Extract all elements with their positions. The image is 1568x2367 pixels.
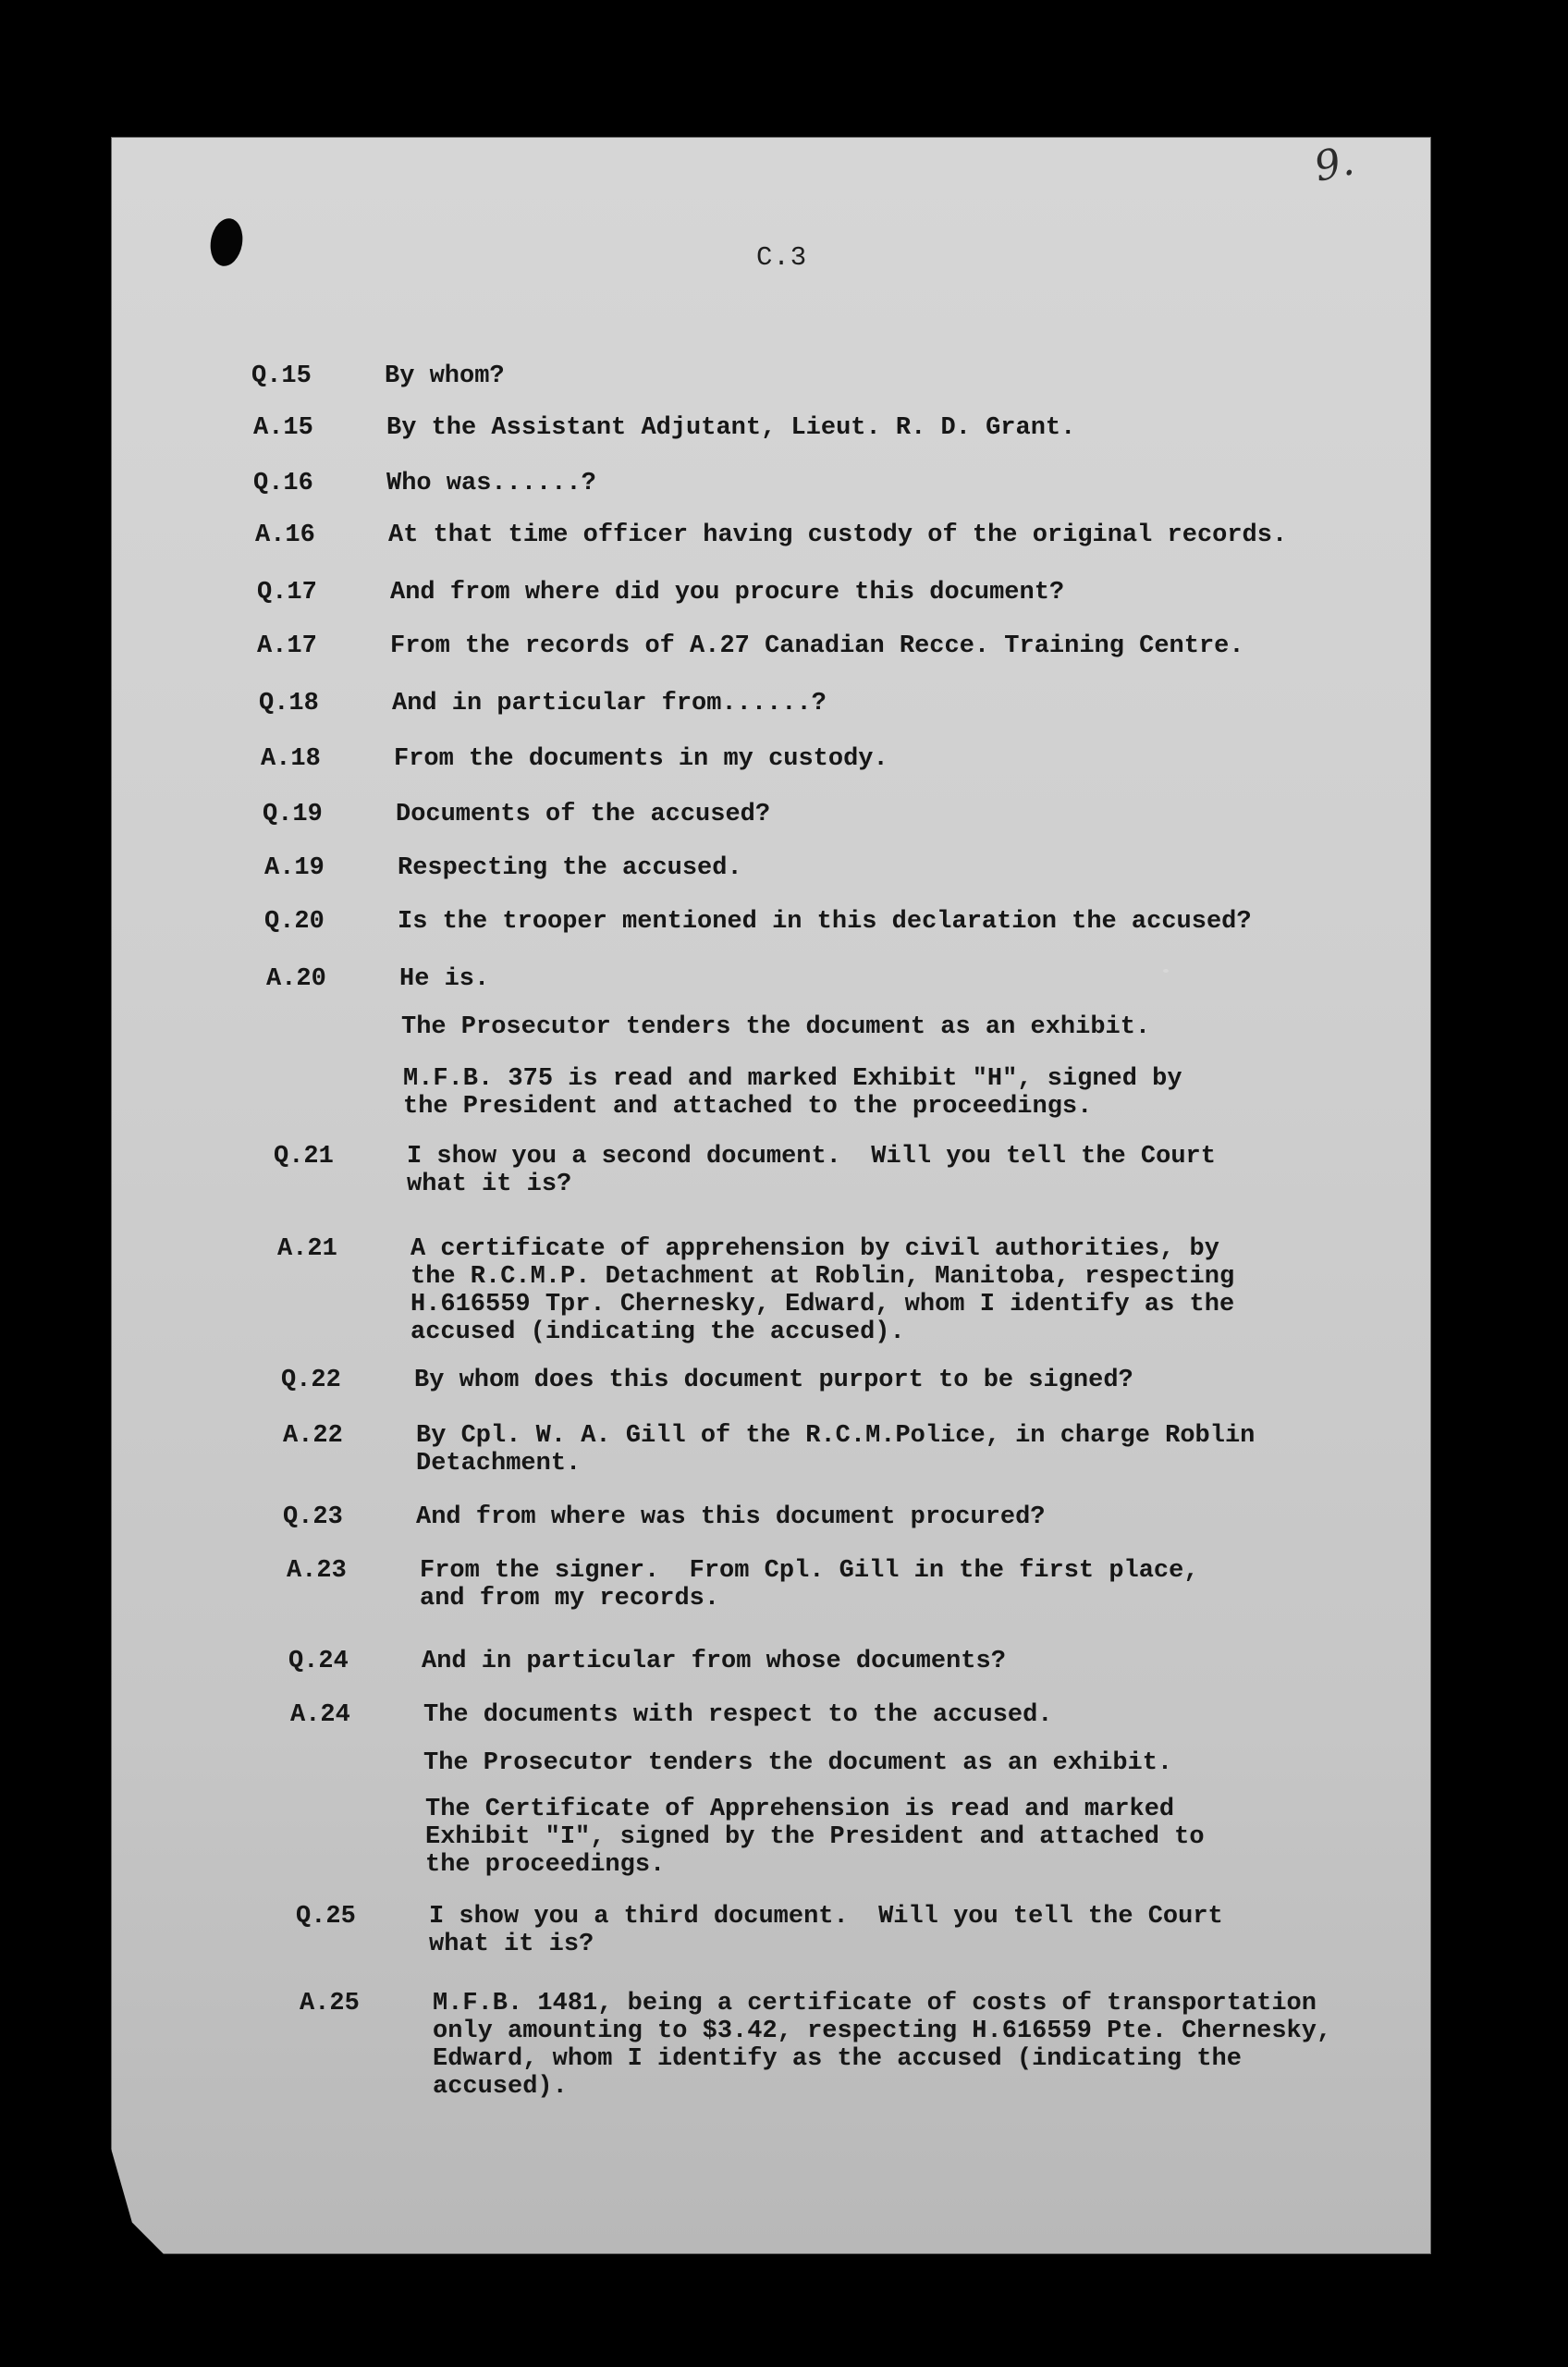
entry-label: A.25 xyxy=(300,1990,360,2017)
entry-text: Who was......? xyxy=(386,470,596,497)
transcript-entry xyxy=(264,854,742,882)
transcript-note xyxy=(290,1749,1172,1777)
entry-label: A.15 xyxy=(253,414,313,442)
entry-label: Q.24 xyxy=(288,1648,349,1675)
entry-label: A.16 xyxy=(255,521,315,549)
entry-label: Q.21 xyxy=(274,1143,334,1171)
transcript-entry xyxy=(283,1422,1255,1478)
page-heading: C.3 xyxy=(756,242,808,273)
transcript-note xyxy=(292,1796,1205,1879)
entry-label: A.20 xyxy=(266,965,326,993)
entry-text: And from where did you procure this document? xyxy=(390,579,1065,607)
entry-label: A.22 xyxy=(283,1422,343,1450)
transcript-entry xyxy=(281,1367,1133,1394)
entry-text: Documents of the accused? xyxy=(396,801,771,828)
entry-text: M.F.B. 1481, being a certificate of costs of transportation only amounting to $3.42, respecting H.616559 Pte. Chernesky, Edward, whom I identify as the accused (indicating the accused). xyxy=(433,1990,1332,2101)
entry-label: A.17 xyxy=(257,632,317,660)
transcript-entry xyxy=(257,632,1244,660)
transcript-entry xyxy=(277,1235,1234,1346)
entry-text: Is the trooper mentioned in this declaration the accused? xyxy=(398,908,1252,936)
entry-label: Q.22 xyxy=(281,1367,341,1394)
entry-label: Q.17 xyxy=(257,579,317,607)
entry-label: A.21 xyxy=(277,1235,337,1263)
entry-text: And from where was this document procured? xyxy=(416,1503,1046,1531)
entry-label: A.18 xyxy=(261,745,321,773)
entry-text: And in particular from......? xyxy=(392,690,827,717)
transcript-entry xyxy=(296,1903,1223,1958)
entry-label: Q.16 xyxy=(253,470,313,497)
entry-text: From the signer. From Cpl. Gill in the first place, and from my records. xyxy=(420,1557,1199,1613)
entry-text: The documents with respect to the accused. xyxy=(423,1701,1053,1729)
transcript-entry xyxy=(288,1648,1006,1675)
transcript-entry xyxy=(274,1143,1216,1198)
entry-text: At that time officer having custody of the original records. xyxy=(388,521,1288,549)
entry-text: From the records of A.27 Canadian Recce. Training Centre. xyxy=(390,632,1244,660)
entry-text: And in particular from whose documents? xyxy=(422,1648,1006,1675)
transcript-note xyxy=(268,1013,1150,1041)
entry-text: A certificate of apprehension by civil authorities, by the R.C.M.P. Detachment at Roblin, Manitoba, respecting H.616559 Tpr. Chernesky, Edward, whom I identify as the accused (indicating the accused). xyxy=(410,1235,1235,1346)
transcript-entry xyxy=(261,745,888,773)
transcript-entry xyxy=(255,521,1287,549)
entry-label: A.19 xyxy=(264,854,325,882)
entry-text: He is. xyxy=(399,965,490,993)
entry-label: Q.20 xyxy=(264,908,325,936)
transcript-entry xyxy=(290,1701,1053,1729)
entry-text: M.F.B. 375 is read and marked Exhibit "H", signed by the President and attached to the proceedings. xyxy=(403,1065,1182,1121)
transcript-entry xyxy=(266,965,489,993)
transcript-note xyxy=(270,1065,1182,1121)
transcript-entry xyxy=(263,801,770,828)
entry-text: By Cpl. W. A. Gill of the R.C.M.Police, in charge Roblin Detachment. xyxy=(416,1422,1256,1478)
entry-label: Q.23 xyxy=(283,1503,343,1531)
transcript-entry xyxy=(253,470,596,497)
entry-text: Respecting the accused. xyxy=(398,854,742,882)
entry-text: By whom does this document purport to be signed? xyxy=(414,1367,1133,1394)
transcript-entry xyxy=(257,579,1064,607)
entry-text: By the Assistant Adjutant, Lieut. R. D. Grant. xyxy=(386,414,1076,442)
entry-text: The Certificate of Apprehension is read and marked Exhibit "I", signed by the President and attached to the proceedings. xyxy=(425,1796,1205,1879)
transcript-entry xyxy=(264,908,1252,936)
transcript-entry xyxy=(287,1557,1199,1613)
entry-label: Q.25 xyxy=(296,1903,356,1931)
transcript-entry xyxy=(253,414,1075,442)
paper-speck xyxy=(1163,969,1169,973)
handwritten-page-number: 9. xyxy=(1310,137,1358,191)
entry-text: I show you a second document. Will you tell the Court what it is? xyxy=(407,1143,1216,1198)
entry-text: I show you a third document. Will you tell the Court what it is? xyxy=(429,1903,1223,1958)
entry-text: The Prosecutor tenders the document as an exhibit. xyxy=(423,1749,1173,1777)
entry-label: Q.19 xyxy=(263,801,323,828)
entry-label: Q.15 xyxy=(251,362,312,390)
transcript-entry xyxy=(283,1503,1046,1531)
entry-label: A.23 xyxy=(287,1557,347,1585)
entry-text: From the documents in my custody. xyxy=(394,745,888,773)
entry-label: Q.18 xyxy=(259,690,319,717)
transcript-entry xyxy=(300,1990,1331,2101)
entry-label: A.24 xyxy=(290,1701,350,1729)
transcript-entry xyxy=(251,362,505,390)
transcript-entry xyxy=(259,690,827,717)
entry-text: The Prosecutor tenders the document as an exhibit. xyxy=(401,1013,1151,1041)
entry-text: By whom? xyxy=(385,362,505,390)
